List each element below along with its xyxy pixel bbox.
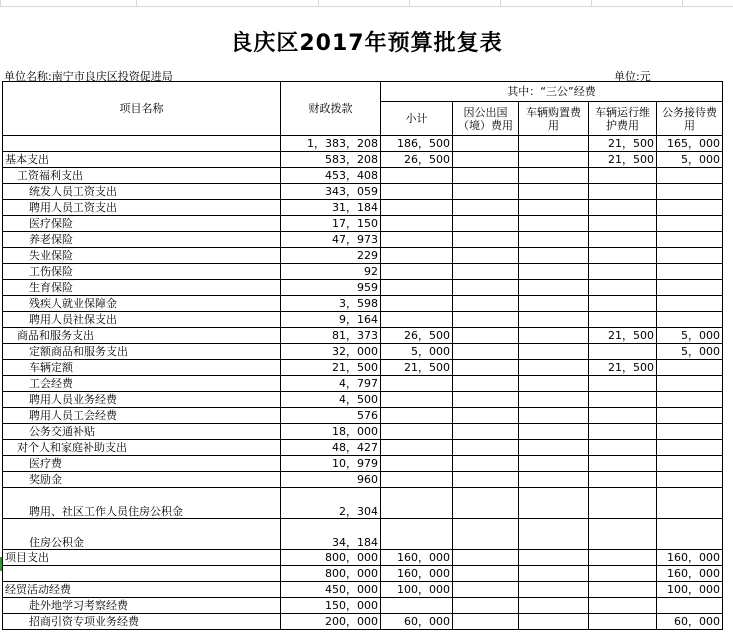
item-name-cell: 公务交通补贴 [3, 424, 281, 440]
item-name-cell: 赴外地学习考察经费 [3, 598, 281, 614]
table-row [3, 232, 723, 248]
fiscal-cell: 576 [281, 408, 381, 424]
unit-name: 单位名称:南宁市良庆区投资促进局 [4, 70, 173, 83]
vehicle-purchase-cell [519, 136, 589, 152]
reception-cell [657, 424, 723, 440]
header-vehicle-purchase: 车辆购置费用 [519, 102, 589, 136]
reception-cell [657, 184, 723, 200]
abroad-cell [453, 136, 519, 152]
vehicle-purchase-cell [519, 152, 589, 168]
table-row [3, 472, 723, 488]
vehicle-ops-cell [589, 456, 657, 472]
vehicle-ops-cell [589, 264, 657, 280]
reception-cell [657, 280, 723, 296]
subtotal-cell [381, 168, 453, 184]
fiscal-cell: 9，164 [281, 312, 381, 328]
reception-cell [657, 440, 723, 456]
subtotal-cell [381, 472, 453, 488]
abroad-cell [453, 152, 519, 168]
reception-cell [657, 376, 723, 392]
abroad-cell [453, 614, 519, 630]
subtotal-cell [381, 424, 453, 440]
fiscal-cell: 32，000 [281, 344, 381, 360]
vehicle-purchase-cell [519, 216, 589, 232]
vehicle-ops-cell [589, 248, 657, 264]
fiscal-cell: 34，184 [281, 519, 381, 550]
item-name-cell: 医疗费 [3, 456, 281, 472]
vehicle-ops-cell [589, 296, 657, 312]
abroad-cell [453, 328, 519, 344]
vehicle-purchase-cell [519, 550, 589, 566]
reception-cell [657, 312, 723, 328]
vehicle-ops-cell [589, 440, 657, 456]
item-name-cell: 聘用、社区工作人员住房公积金 [3, 488, 281, 519]
item-name-cell: 医疗保险 [3, 216, 281, 232]
vehicle-purchase-cell [519, 184, 589, 200]
abroad-cell [453, 296, 519, 312]
vehicle-purchase-cell [519, 168, 589, 184]
subtotal-cell [381, 184, 453, 200]
vehicle-ops-cell [589, 566, 657, 582]
fiscal-cell: 81，373 [281, 328, 381, 344]
table-row [3, 392, 723, 408]
fiscal-cell: 3，598 [281, 296, 381, 312]
item-name-cell: 聘用人员业务经费 [3, 392, 281, 408]
reception-cell [657, 488, 723, 519]
subtotal-cell: 21，500 [381, 360, 453, 376]
reception-cell: 5，000 [657, 152, 723, 168]
header-reception: 公务接待费用 [657, 102, 723, 136]
fiscal-cell: 47，973 [281, 232, 381, 248]
vehicle-ops-cell [589, 312, 657, 328]
item-name-cell: 工伤保险 [3, 264, 281, 280]
table-row [3, 248, 723, 264]
abroad-cell [453, 456, 519, 472]
abroad-cell [453, 598, 519, 614]
subtotal-cell: 26，500 [381, 328, 453, 344]
vehicle-ops-cell [589, 232, 657, 248]
item-name-cell: 养老保险 [3, 232, 281, 248]
subtotal-cell [381, 200, 453, 216]
abroad-cell [453, 550, 519, 566]
table-row [3, 488, 723, 519]
reception-cell: 60，000 [657, 614, 723, 630]
reception-cell [657, 264, 723, 280]
table-row [3, 152, 723, 168]
item-name-cell: 聘用人员社保支出 [3, 312, 281, 328]
abroad-cell [453, 488, 519, 519]
item-name-cell: 聘用人员工资支出 [3, 200, 281, 216]
table-row [3, 168, 723, 184]
subtotal-cell: 186，500 [381, 136, 453, 152]
header-abroad: 因公出国（境）费用 [453, 102, 519, 136]
reception-cell [657, 168, 723, 184]
reception-cell [657, 456, 723, 472]
item-name-cell: 生育保险 [3, 280, 281, 296]
subtotal-cell [381, 488, 453, 519]
subtotal-cell: 60，000 [381, 614, 453, 630]
reception-cell [657, 472, 723, 488]
subtotal-cell [381, 376, 453, 392]
vehicle-ops-cell [589, 614, 657, 630]
vehicle-purchase-cell [519, 408, 589, 424]
table-row [3, 456, 723, 472]
item-name-cell: 工会经费 [3, 376, 281, 392]
abroad-cell [453, 440, 519, 456]
reception-cell [657, 360, 723, 376]
vehicle-purchase-cell [519, 456, 589, 472]
subtotal-cell [381, 440, 453, 456]
subtotal-cell [381, 248, 453, 264]
table-row [3, 280, 723, 296]
vehicle-ops-cell [589, 550, 657, 566]
vehicle-purchase-cell [519, 312, 589, 328]
table-row [3, 136, 723, 152]
subtotal-cell [381, 216, 453, 232]
subtotal-cell [381, 519, 453, 550]
reception-cell [657, 392, 723, 408]
table-row [3, 440, 723, 456]
subtotal-cell: 5，000 [381, 344, 453, 360]
abroad-cell [453, 184, 519, 200]
vehicle-purchase-cell [519, 582, 589, 598]
item-name-cell: 定额商品和服务支出 [3, 344, 281, 360]
abroad-cell [453, 566, 519, 582]
table-header [3, 82, 723, 136]
vehicle-ops-cell [589, 488, 657, 519]
table-row [3, 582, 723, 598]
vehicle-purchase-cell [519, 248, 589, 264]
reception-cell: 100，000 [657, 582, 723, 598]
reception-cell [657, 216, 723, 232]
vehicle-ops-cell [589, 392, 657, 408]
subtotal-cell [381, 392, 453, 408]
header-fiscal: 财政拨款 [281, 82, 381, 136]
subtotal-cell [381, 408, 453, 424]
fiscal-cell: 10，979 [281, 456, 381, 472]
table-row [3, 376, 723, 392]
vehicle-ops-cell [589, 376, 657, 392]
vehicle-ops-cell [589, 424, 657, 440]
vehicle-purchase-cell [519, 392, 589, 408]
vehicle-ops-cell [589, 472, 657, 488]
subtotal-cell [381, 232, 453, 248]
reception-cell [657, 200, 723, 216]
page-title: 良庆区2017年预算批复表 [230, 31, 503, 56]
item-name-cell: 失业保险 [3, 248, 281, 264]
vehicle-purchase-cell [519, 424, 589, 440]
vehicle-ops-cell: 21，500 [589, 136, 657, 152]
header-subtotal: 小计 [381, 102, 453, 136]
vehicle-ops-cell [589, 280, 657, 296]
header-vehicle-ops: 车辆运行维护费用 [589, 102, 657, 136]
abroad-cell [453, 312, 519, 328]
table-row [3, 328, 723, 344]
table-row [3, 614, 723, 630]
abroad-cell [453, 392, 519, 408]
abroad-cell [453, 232, 519, 248]
abroad-cell [453, 248, 519, 264]
fiscal-cell: 31，184 [281, 200, 381, 216]
fiscal-cell: 48，427 [281, 440, 381, 456]
abroad-cell [453, 216, 519, 232]
table-row [3, 408, 723, 424]
item-name-cell [3, 566, 281, 582]
reception-cell [657, 408, 723, 424]
reception-cell [657, 232, 723, 248]
vehicle-ops-cell [589, 344, 657, 360]
table-row [3, 598, 723, 614]
vehicle-purchase-cell [519, 200, 589, 216]
reception-cell [657, 598, 723, 614]
table-row [3, 344, 723, 360]
vehicle-ops-cell [589, 598, 657, 614]
vehicle-purchase-cell [519, 472, 589, 488]
reception-cell: 165，000 [657, 136, 723, 152]
table-row [3, 519, 723, 550]
vehicle-ops-cell: 21，500 [589, 152, 657, 168]
abroad-cell [453, 360, 519, 376]
abroad-cell [453, 344, 519, 360]
fiscal-cell: 229 [281, 248, 381, 264]
fiscal-cell: 21，500 [281, 360, 381, 376]
subtotal-cell [381, 456, 453, 472]
reception-cell: 160，000 [657, 550, 723, 566]
vehicle-ops-cell: 21，500 [589, 360, 657, 376]
header-item: 项目名称 [3, 82, 281, 136]
reception-cell [657, 519, 723, 550]
vehicle-purchase-cell [519, 344, 589, 360]
vehicle-purchase-cell [519, 360, 589, 376]
budget-table [2, 81, 723, 630]
vehicle-purchase-cell [519, 280, 589, 296]
vehicle-purchase-cell [519, 566, 589, 582]
fiscal-cell: 2，304 [281, 488, 381, 519]
subtotal-cell [381, 280, 453, 296]
item-name-cell: 聘用人员工会经费 [3, 408, 281, 424]
table-row [3, 312, 723, 328]
table-row [3, 424, 723, 440]
fiscal-cell: 17，150 [281, 216, 381, 232]
table-row [3, 566, 723, 582]
vehicle-ops-cell [589, 168, 657, 184]
item-name-cell: 工资福利支出 [3, 168, 281, 184]
fiscal-cell: 150，000 [281, 598, 381, 614]
vehicle-ops-cell [589, 216, 657, 232]
abroad-cell [453, 424, 519, 440]
vehicle-purchase-cell [519, 296, 589, 312]
spreadsheet-grid-strip [0, 0, 733, 7]
abroad-cell [453, 472, 519, 488]
item-name-cell: 商品和服务支出 [3, 328, 281, 344]
item-name-cell: 残疾人就业保障金 [3, 296, 281, 312]
vehicle-purchase-cell [519, 232, 589, 248]
table-row [3, 200, 723, 216]
item-name-cell: 基本支出 [3, 152, 281, 168]
vehicle-ops-cell [589, 200, 657, 216]
vehicle-purchase-cell [519, 376, 589, 392]
unit-currency: 单位:元 [614, 70, 651, 83]
table-row [3, 216, 723, 232]
fiscal-cell: 453，408 [281, 168, 381, 184]
table-body [3, 136, 723, 630]
subtotal-cell [381, 264, 453, 280]
fiscal-cell: 4，797 [281, 376, 381, 392]
table-row [3, 264, 723, 280]
item-name-cell: 车辆定额 [3, 360, 281, 376]
abroad-cell [453, 280, 519, 296]
fiscal-cell: 450，000 [281, 582, 381, 598]
item-name-cell: 招商引资专项业务经费 [3, 614, 281, 630]
subtotal-cell: 26，500 [381, 152, 453, 168]
abroad-cell [453, 264, 519, 280]
fiscal-cell: 800，000 [281, 550, 381, 566]
subtotal-cell [381, 312, 453, 328]
vehicle-purchase-cell [519, 519, 589, 550]
fiscal-cell: 960 [281, 472, 381, 488]
vehicle-purchase-cell [519, 488, 589, 519]
vehicle-ops-cell [589, 408, 657, 424]
abroad-cell [453, 582, 519, 598]
item-name-cell: 住房公积金 [3, 519, 281, 550]
subtotal-cell [381, 598, 453, 614]
subtotal-cell: 160，000 [381, 566, 453, 582]
vehicle-purchase-cell [519, 440, 589, 456]
abroad-cell [453, 200, 519, 216]
fiscal-cell: 583，208 [281, 152, 381, 168]
fiscal-cell: 343，059 [281, 184, 381, 200]
reception-cell: 5，000 [657, 344, 723, 360]
abroad-cell [453, 168, 519, 184]
table-row [3, 360, 723, 376]
fiscal-cell: 200，000 [281, 614, 381, 630]
abroad-cell [453, 519, 519, 550]
fiscal-cell: 959 [281, 280, 381, 296]
reception-cell [657, 296, 723, 312]
table-row [3, 296, 723, 312]
vehicle-purchase-cell [519, 264, 589, 280]
subtotal-cell: 160，000 [381, 550, 453, 566]
item-name-cell: 对个人和家庭补助支出 [3, 440, 281, 456]
table-row [3, 550, 723, 566]
vehicle-purchase-cell [519, 614, 589, 630]
fiscal-cell: 18，000 [281, 424, 381, 440]
vehicle-ops-cell [589, 519, 657, 550]
item-name-cell [3, 136, 281, 152]
subtotal-cell [381, 296, 453, 312]
vehicle-purchase-cell [519, 328, 589, 344]
item-name-cell: 统发人员工资支出 [3, 184, 281, 200]
header-sangong: 其中：“三公”经费 [381, 82, 723, 102]
vehicle-purchase-cell [519, 598, 589, 614]
item-name-cell: 奖励金 [3, 472, 281, 488]
abroad-cell [453, 376, 519, 392]
vehicle-ops-cell [589, 184, 657, 200]
fiscal-cell: 1，383，208 [281, 136, 381, 152]
abroad-cell [453, 408, 519, 424]
fiscal-cell: 800，000 [281, 566, 381, 582]
reception-cell [657, 248, 723, 264]
reception-cell: 5，000 [657, 328, 723, 344]
table-row [3, 184, 723, 200]
fiscal-cell: 92 [281, 264, 381, 280]
item-name-cell: 经贸活动经费 [3, 582, 281, 598]
item-name-cell: 项目支出 [3, 550, 281, 566]
subtotal-cell: 100，000 [381, 582, 453, 598]
reception-cell: 160，000 [657, 566, 723, 582]
fiscal-cell: 4，500 [281, 392, 381, 408]
vehicle-ops-cell [589, 582, 657, 598]
vehicle-ops-cell: 21，500 [589, 328, 657, 344]
